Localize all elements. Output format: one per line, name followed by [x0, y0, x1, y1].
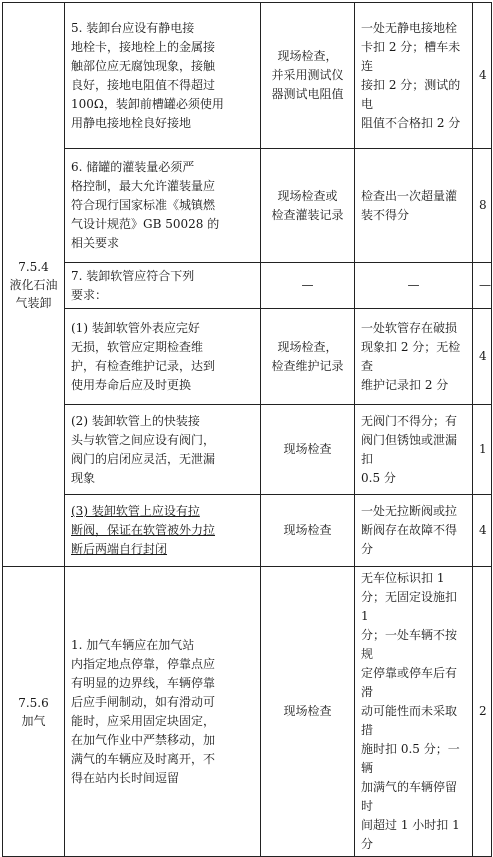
method-cell: 现场检查 [261, 405, 355, 495]
requirement-cell: (1) 装卸软管外表应完好 无损，软管应定期检查维 护，有检查维护记录，达到 使用寿命后应及时更换 [65, 309, 261, 405]
deduction-cell: — [355, 263, 473, 309]
score-cell: 4 [473, 3, 492, 149]
table-row [3, 495, 492, 567]
section-title: 加气 [21, 713, 46, 728]
table-row [3, 263, 492, 309]
score-cell: 2 [473, 567, 492, 857]
table-row [3, 567, 492, 857]
requirement-cell: 1. 加气车辆应在加气站 内指定地点停靠，停靠点应 有明显的边界线，车辆停靠 后应手闸制动，如有滑动可 能时，应采用固定块固定， 在加气作业中严禁移动，加 满气的车辆应及时离开，不 得在站内长时间逗留 [65, 567, 261, 857]
score-cell: 4 [473, 309, 492, 405]
method-cell: 现场检查或 检查灌装记录 [261, 149, 355, 263]
requirement-cell: 7. 装卸软管应符合下列 要求： [65, 263, 261, 309]
method-cell: — [261, 263, 355, 309]
method-cell: 现场检查， 并采用测试仪 器测试电阻值 [261, 3, 355, 149]
requirement-cell: 5. 装卸台应设有静电接 地栓卡，接地栓上的金属接 触部位应无腐蚀现象，接触 良好，接地电阻值不得超过 100Ω，装卸前槽罐必须使用 用静电接地栓良好接地 [65, 3, 261, 149]
inspection-table [2, 2, 492, 857]
score-cell: 1 [473, 405, 492, 495]
method-cell: 现场检查 [261, 567, 355, 857]
table-row [3, 149, 492, 263]
section-cell [3, 567, 65, 857]
section-cell [3, 3, 65, 567]
deduction-cell: 一处无静电接地栓 卡扣 2 分；槽车未连 接扣 2 分；测试的电 阻值不合格扣 2 分 [355, 3, 473, 149]
method-cell: 现场检查 [261, 495, 355, 567]
requirement-cell: (2) 装卸软管上的快装接 头与软管之间应设有阀门， 阀门的启闭应灵活，无泄漏 现象 [65, 405, 261, 495]
score-cell: 4 [473, 495, 492, 567]
deduction-cell: 一处无拉断阀或拉 断阀存在故障不得分 [355, 495, 473, 567]
table-row [3, 309, 492, 405]
deduction-cell: 无阀门不得分；有 阀门但锈蚀或泄漏扣 0.5 分 [355, 405, 473, 495]
section-code: 7.5.6 [18, 695, 49, 710]
requirement-cell: 6. 储罐的灌装量必须严 格控制，最大允许灌装量应 符合现行国家标准《城镇燃 气设计规范》GB 50028 的 相关要求 [65, 149, 261, 263]
requirement-cell: (3) 装卸软管上应设有拉 断阀，保证在软管被外力拉 断后两端自行封闭 [65, 495, 261, 567]
score-cell: — [473, 263, 492, 309]
table-row [3, 3, 492, 149]
section-title: 液化石油 气装卸 [9, 277, 58, 310]
section-code: 7.5.4 [18, 259, 49, 274]
deduction-cell: 检查出一次超量灌 装不得分 [355, 149, 473, 263]
deduction-cell: 一处软管存在破损 现象扣 2 分；无检查 维护记录扣 2 分 [355, 309, 473, 405]
method-cell: 现场检查， 检查维护记录 [261, 309, 355, 405]
score-cell: 8 [473, 149, 492, 263]
deduction-cell: 无车位标识扣 1 分；无固定设施扣 1 分；一处车辆不按规 定停靠或停车后有滑 动可能性而未采取措 施时扣 0.5 分；一辆 加满气的车辆停留时 间超过 1 小时扣 1 分 [355, 567, 473, 857]
table-row [3, 405, 492, 495]
